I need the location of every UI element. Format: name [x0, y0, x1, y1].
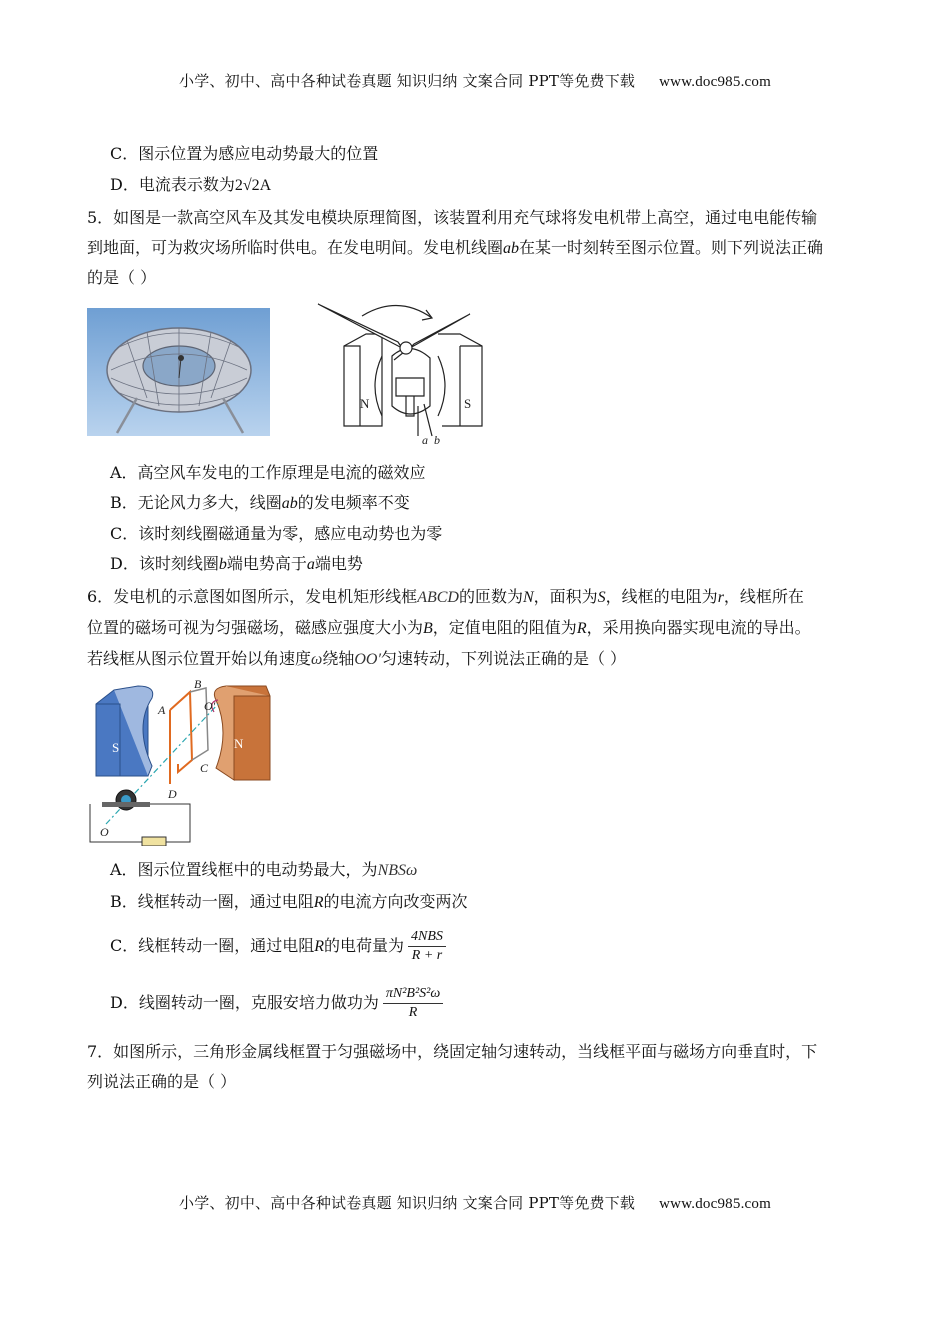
q6-option-c-b: 的电荷量为 — [324, 936, 405, 955]
q6-l3-a: 若线框从图示位置开始以角速度 — [87, 649, 312, 668]
q6-l1-r: r — [717, 589, 724, 606]
q5-option-b-a: B．无论风力多大，线圈 — [110, 493, 282, 512]
q5-option-d-d: a — [306, 556, 315, 573]
q6-option-a-text: A．图示位置线框中的电动势最大，为 — [110, 860, 378, 879]
q6-fig-label-o-prime: O′ — [204, 699, 216, 713]
q6-option-d-den: R — [408, 1005, 418, 1020]
q6-l1-s: S — [597, 589, 606, 606]
q6-l1-d: ，线框的电阻为 — [605, 587, 718, 606]
q6-fig-label-c: C — [200, 761, 209, 775]
q4-option-d-text: D．电流表示数为 — [110, 175, 235, 194]
q6-fig-label-b: B — [194, 677, 202, 691]
q5-coil-ab: ab — [503, 240, 520, 257]
q6-option-c — [110, 926, 446, 967]
q6-l2-r: R — [576, 620, 587, 637]
footer-url[interactable]: www.doc985.com — [659, 1196, 771, 1212]
q5-option-d-b: b — [218, 556, 227, 573]
q5-balloon-photo — [87, 308, 270, 436]
q5-fig-label-a: a — [422, 433, 428, 446]
q5-option-d — [110, 553, 363, 576]
q6-l1-c: ，面积为 — [533, 587, 598, 606]
q4-option-d-math: 2√2A — [234, 177, 272, 194]
q6-stem-line3 — [87, 648, 626, 671]
q6-option-a-math: NBSω — [377, 862, 418, 879]
q7-stem-line1: 7．如图所示，三角形金属线框置于匀强磁场中，绕固定轴匀速转动，当线框平面与磁场方向垂直时，下 — [87, 1042, 818, 1061]
q6-option-b-b: 的电流方向改变两次 — [323, 892, 468, 911]
q6-l2-b-sym: B — [423, 620, 433, 637]
q6-l2-b: ，定值电阻的阻值为 — [432, 618, 577, 637]
q6-l1-n: N — [522, 589, 534, 606]
q7-stem-line2: 列说法正确的是（ ） — [87, 1072, 237, 1091]
q6-l1-b: 的匝数为 — [458, 587, 523, 606]
q6-option-d — [110, 983, 443, 1023]
q5-stem-line2-a: 到地面，可为救灾场所临时供电。在发电明间。发电机线圈 — [87, 238, 504, 257]
header-url[interactable]: www.doc985.com — [659, 74, 771, 90]
q5-fig-label-n: N — [360, 396, 370, 411]
q4-option-c: C．图示位置为感应电动势最大的位置 — [110, 144, 379, 163]
q5-stem-line2 — [87, 237, 823, 260]
q6-l2-c: ，采用换向器实现电流的导出。 — [586, 618, 811, 637]
page-header — [0, 70, 950, 91]
q6-l1-a: 6．发电机的示意图如图所示，发电机矩形线框 — [87, 587, 418, 606]
q6-option-a — [110, 859, 417, 882]
q6-generator-diagram — [86, 676, 282, 846]
q5-fig-label-b: b — [434, 433, 440, 446]
q5-option-a: A．高空风车发电的工作原理是电流的磁效应 — [110, 463, 426, 482]
q6-fig-label-d: D — [168, 787, 177, 801]
q5-option-d-c: 端电势高于 — [226, 554, 307, 573]
q6-option-c-num: 4NBS — [408, 928, 446, 947]
q5-option-b — [110, 492, 410, 515]
header-text: 小学、初中、高中各种试卷真题 知识归纳 文案合同 PPT等免费下载 — [179, 72, 636, 90]
q5-option-c: C．该时刻线圈磁通量为零，感应电动势也为零 — [110, 524, 443, 543]
q6-fig-label-n: N — [234, 736, 244, 751]
q5-option-b-b: 的发电频率不变 — [297, 493, 410, 512]
q6-option-c-den: R + r — [411, 948, 443, 963]
q6-option-b — [110, 891, 468, 914]
q5-generator-diagram — [310, 296, 490, 446]
q6-l1-e: ，线框所在 — [723, 587, 804, 606]
q6-fig-label-o: O — [100, 825, 109, 839]
q5-fig-label-s: S — [464, 396, 472, 411]
q5-stem-line3: 的是（ ） — [87, 268, 157, 287]
footer-text: 小学、初中、高中各种试卷真题 知识归纳 文案合同 PPT等免费下载 — [179, 1194, 636, 1212]
q6-l3-axis: OO′ — [354, 651, 381, 668]
q5-option-d-e: 端电势 — [314, 554, 363, 573]
q5-option-d-a: D．该时刻线圈 — [110, 554, 219, 573]
page-footer — [0, 1192, 950, 1213]
q5-stem-line1: 5．如图是一款高空风车及其发电模块原理简图，该装置利用充气球将发电机带上高空，通过电电能传输 — [87, 208, 818, 227]
q6-l2-a: 位置的磁场可视为匀强磁场，磁感应强度大小为 — [87, 618, 424, 637]
q6-option-b-a: B．线框转动一圈，通过电阻 — [110, 892, 314, 911]
q6-option-c-a: C．线框转动一圈，通过电阻 — [110, 936, 315, 955]
q6-fig-label-s: S — [112, 740, 120, 755]
q6-option-d-fraction — [383, 985, 443, 1022]
q5-option-b-ab: ab — [281, 495, 298, 512]
q6-option-d-num: πN²B²S²ω — [383, 985, 443, 1004]
q6-option-d-a: D．线圈转动一圈，克服安培力做功为 — [110, 993, 379, 1012]
q6-option-b-r: R — [313, 894, 324, 911]
q5-stem-line2-b: 在某一时刻转至图示位置。则下列说法正确 — [519, 238, 824, 257]
q6-option-c-r: R — [314, 938, 325, 955]
q4-option-d — [110, 174, 271, 197]
q6-l1-abcd: ABCD — [417, 589, 459, 606]
q6-l3-c: 匀速转动，下列说法正确的是（ ） — [380, 649, 627, 668]
q6-stem-line1 — [87, 586, 804, 609]
q6-fig-label-a: A — [158, 703, 166, 717]
q6-l3-omega: ω — [311, 651, 323, 668]
q6-l3-b: 绕轴 — [322, 649, 355, 668]
q6-option-c-fraction — [408, 928, 446, 965]
q6-stem-line2 — [87, 617, 811, 640]
